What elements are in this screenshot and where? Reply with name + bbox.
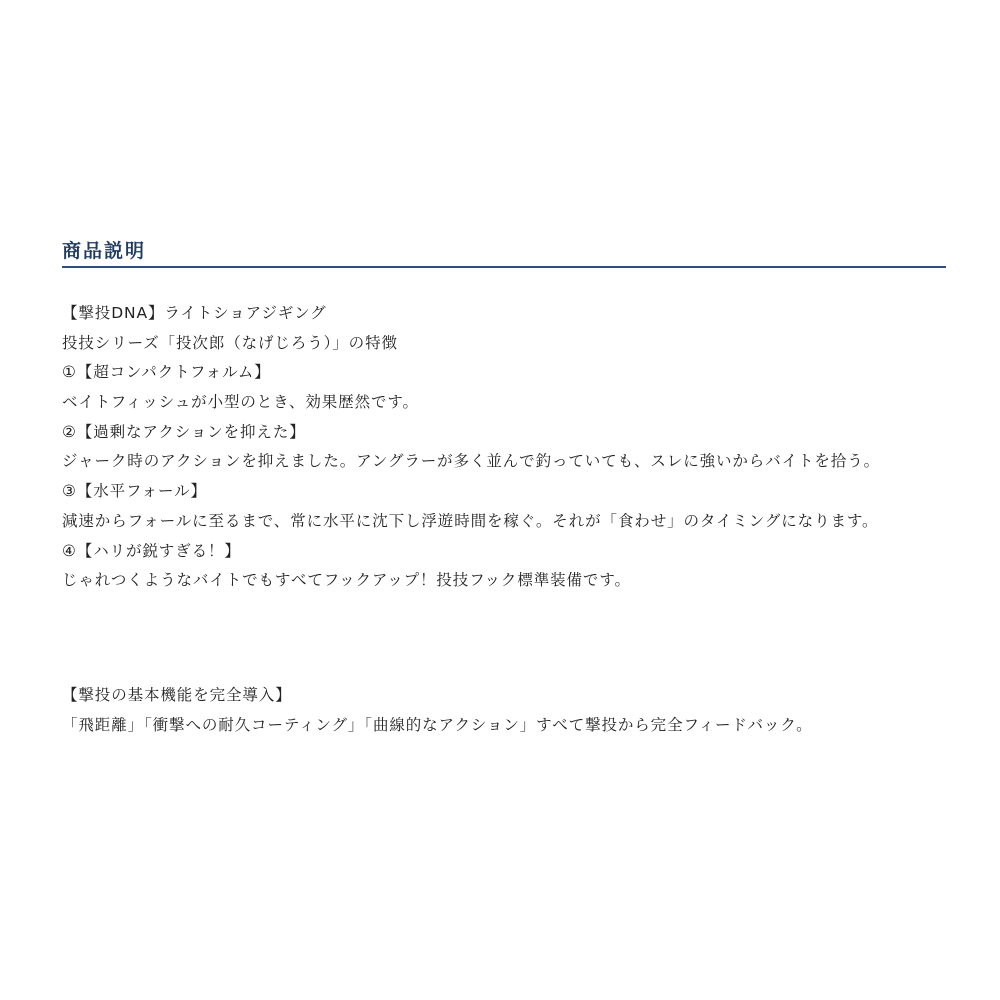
description-line: ③【水平フォール】 <box>62 482 207 501</box>
feature-line: 「飛距離」「衝撃への耐久コーティング」「曲線的なアクション」すべて撃投から完全フィードバック。 <box>62 715 813 734</box>
section-title: 商品説明 <box>62 240 147 262</box>
feature-description <box>62 681 962 740</box>
description-line: ベイトフィッシュが小型のとき、効果歴然です。 <box>62 393 419 412</box>
feature-line: 【撃投の基本機能を完全導入】 <box>62 686 292 704</box>
description-line: 【撃投DNA】ライトショアジギング <box>62 304 327 322</box>
description-line: 減速からフォールに至るまで、常に水平に沈下し浮遊時間を稼ぐ。それが「食わせ」のタイミングになります。 <box>62 511 879 530</box>
description-line: 投技シリーズ「投次郎（なげじろう）」の特徴 <box>62 333 398 352</box>
section-header <box>62 238 946 268</box>
description-line: ④【ハリが鋭すぎる！】 <box>62 541 241 560</box>
description-line: ②【過剰なアクションを抑えた】 <box>62 422 306 441</box>
description-line: じゃれつくようなバイトでもすべてフックアップ！投技フック標準装備です。 <box>62 571 631 590</box>
product-description <box>62 299 962 596</box>
description-line: ジャーク時のアクションを抑えました。アングラーが多く並んで釣っていても、スレに強いからバイトを拾う。 <box>62 452 880 471</box>
description-line: ①【超コンパクトフォルム】 <box>62 363 271 382</box>
